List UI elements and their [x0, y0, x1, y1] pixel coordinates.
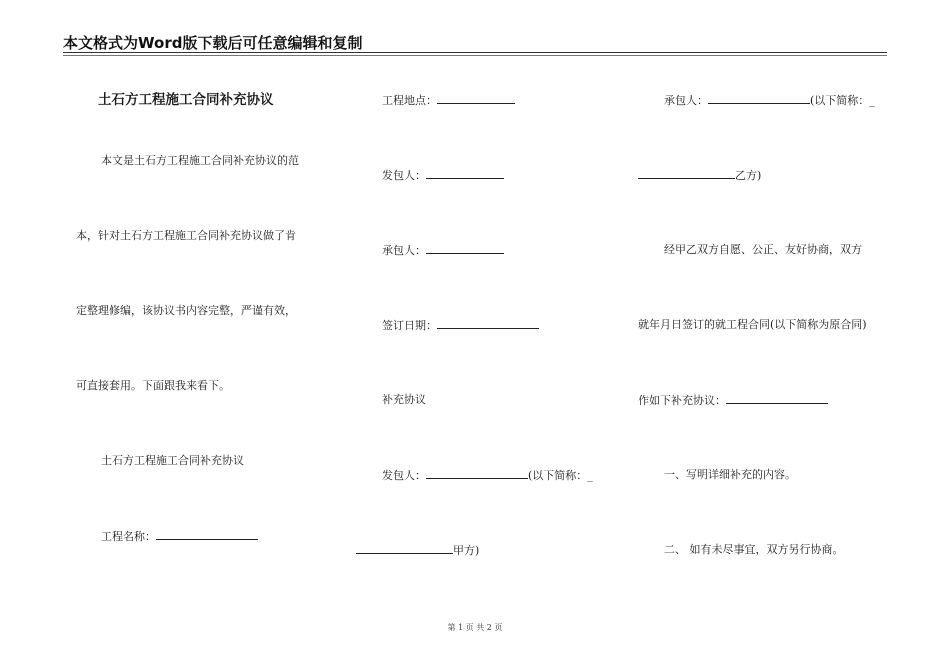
party-b-field: [664, 93, 875, 108]
supplement-intro-blank: [726, 393, 828, 404]
party-a-continuation: [356, 543, 479, 558]
clause-1: 一、写明详细补充的内容。: [664, 468, 796, 481]
paragraph-line: 可直接套用。下面跟我来看下。: [76, 379, 230, 392]
paragraph-line: 就年月日签订的就工程合同(以下简称为原合同): [638, 318, 867, 331]
project-location-field: [382, 93, 515, 108]
employer-label: 发包人：: [382, 169, 426, 182]
project-location-label: 工程地点：: [382, 94, 437, 107]
party-b-continuation: [638, 168, 761, 183]
supplement-intro-label: 作如下补充协议：: [638, 394, 726, 407]
project-name-blank: [156, 529, 258, 540]
party-a-blank: [426, 468, 528, 479]
document-header: 本文格式为Word版下载后可任意编辑和复制: [63, 34, 887, 53]
paragraph-line: 定整理修编，该协议书内容完整，严谨有效，: [76, 304, 296, 317]
document-title: 土石方工程施工合同补充协议: [98, 92, 274, 108]
clause-2: 二、 如有未尽事宜，双方另行协商。: [664, 543, 844, 556]
party-a-abbrev-blank: [356, 543, 453, 554]
signing-date-blank: [437, 318, 539, 329]
party-b-suffix: 乙方): [735, 169, 762, 182]
contractor-label: 承包人：: [382, 244, 426, 257]
supplement-intro: [638, 393, 828, 408]
paragraph-line: 经甲乙双方自愿、公正、友好协商，双方: [664, 243, 862, 256]
party-b-label: 承包人：: [664, 94, 708, 107]
paragraph-line: 本，针对土石方工程施工合同补充协议做了肯: [76, 229, 296, 242]
paragraph-line: 本文是土石方工程施工合同补充协议的范: [101, 154, 299, 167]
section-heading: 土石方工程施工合同补充协议: [101, 454, 244, 467]
employer-field: [382, 168, 504, 183]
party-a-suffix: 甲方): [453, 544, 480, 557]
signing-date-label: 签订日期：: [382, 319, 437, 332]
page-number: 第 1 页 共 2 页: [447, 623, 503, 632]
party-b-abbrev: (以下简称：_: [810, 94, 875, 107]
project-name-label: 工程名称：: [101, 530, 156, 543]
project-location-blank: [437, 93, 515, 104]
header-divider: [63, 55, 887, 56]
party-a-label: 发包人：: [382, 469, 426, 482]
contractor-blank: [426, 243, 504, 254]
project-name-field: [101, 529, 258, 544]
party-b-abbrev-blank: [638, 168, 735, 179]
supplement-heading: 补充协议: [382, 393, 426, 406]
party-a-abbrev: (以下简称：_: [528, 469, 593, 482]
employer-blank: [426, 168, 504, 179]
party-b-blank: [708, 93, 810, 104]
signing-date-field: [382, 318, 539, 333]
contractor-field: [382, 243, 504, 258]
party-a-field: [382, 468, 593, 483]
